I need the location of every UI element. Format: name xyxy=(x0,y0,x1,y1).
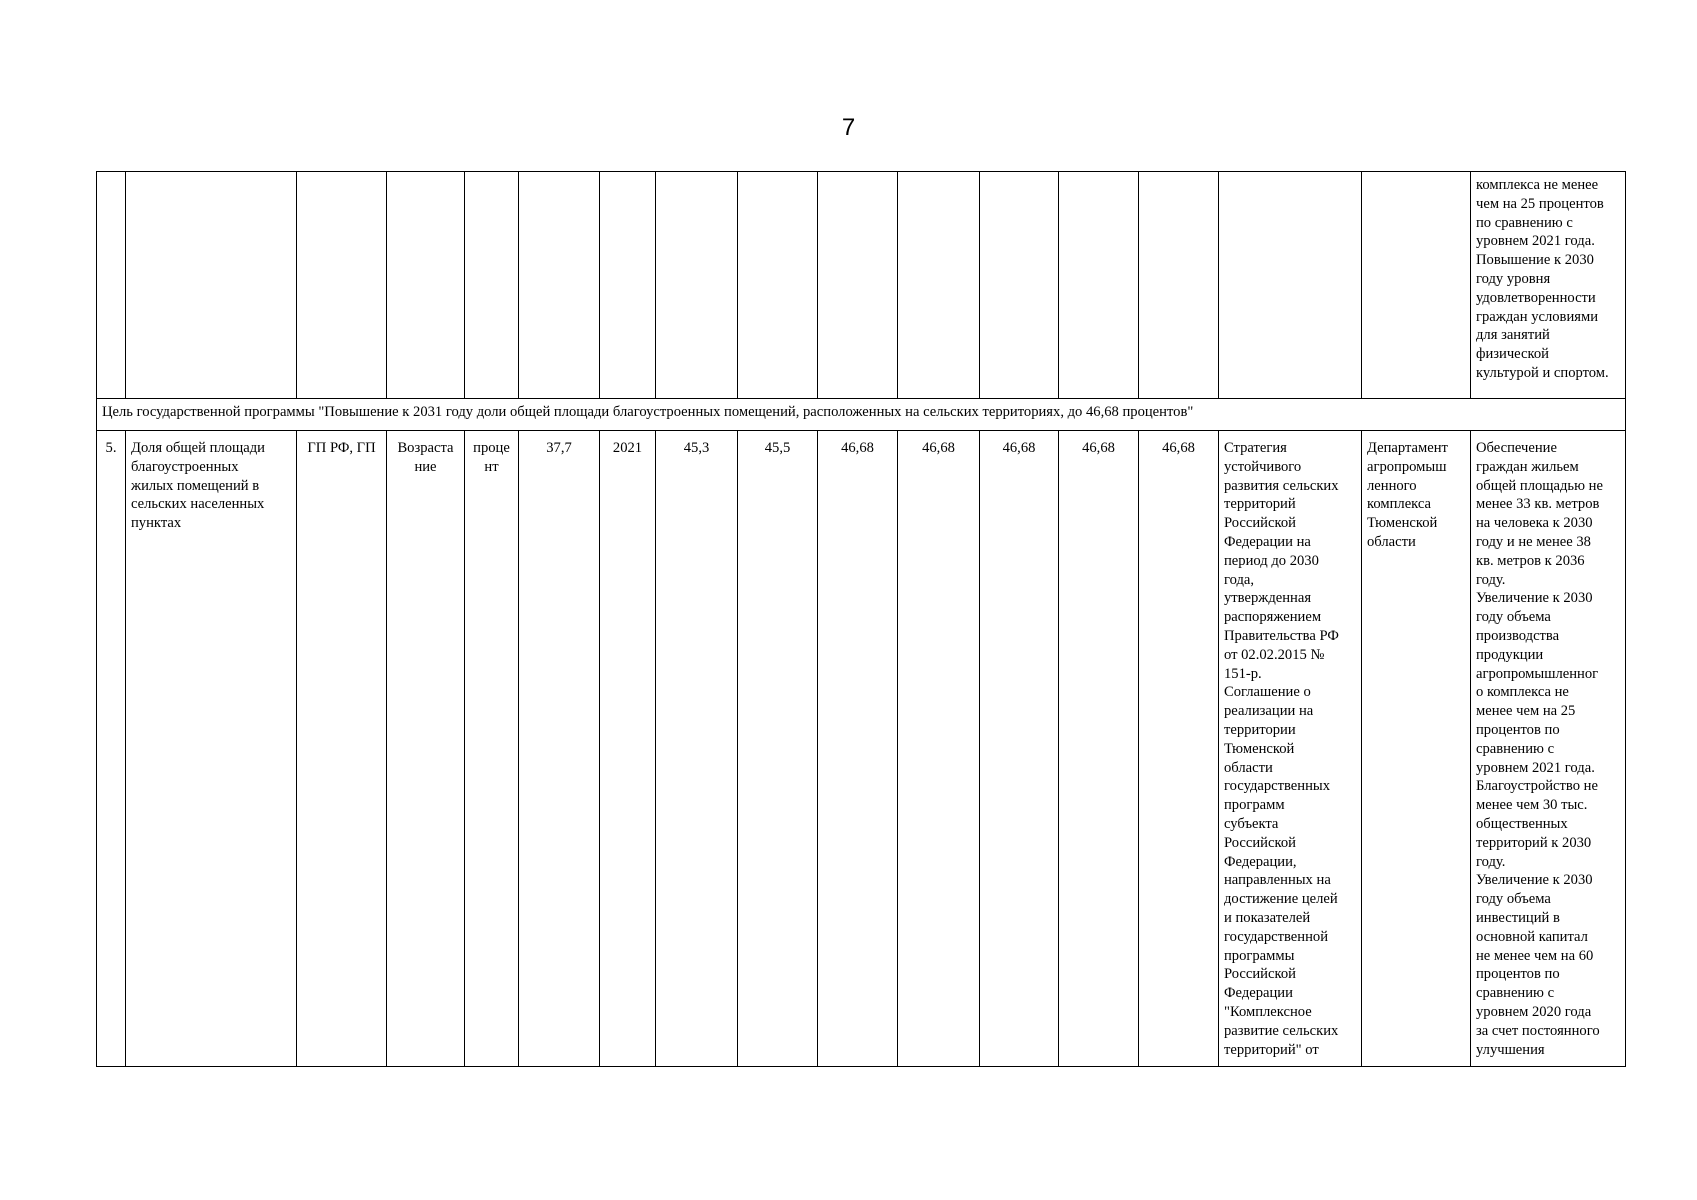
cell-empty xyxy=(1362,172,1471,399)
cell-empty xyxy=(600,172,656,399)
value-cell: 46,68 xyxy=(1059,431,1139,1067)
indicators-table xyxy=(96,171,1626,1067)
value-cell: 46,68 xyxy=(980,431,1059,1067)
cell-empty xyxy=(1219,172,1362,399)
indicator-unit: проце нт xyxy=(465,431,519,1067)
cell-empty xyxy=(818,172,898,399)
continuation-row xyxy=(97,172,1626,399)
page-number: 7 xyxy=(841,114,856,141)
base-value: 37,7 xyxy=(519,431,600,1067)
value-cell: 46,68 xyxy=(898,431,980,1067)
value-cell: 46,68 xyxy=(818,431,898,1067)
indicator-name: Доля общей площади благоустроенных жилых помещений в сельских населенных пунктах xyxy=(126,431,297,1067)
cell-empty xyxy=(898,172,980,399)
documents-cell: Стратегия устойчивого развития сельских территорий Российской Федерации на период до 2030 года, утвержденная распоряжением Правительства РФ от 02.02.2015 № 151-р. Соглашение о реализации на территории Тюменской области государственных программ субъекта Российской Федерации, направленных на достижение целей и показателей государственной программы Российской Федерации "Комплексное развитие сельских территорий" от xyxy=(1219,431,1362,1067)
indicator-row-5 xyxy=(97,431,1626,1067)
indicator-direction: Возраста ние xyxy=(387,431,465,1067)
cell-empty xyxy=(97,172,126,399)
goal-text: Цель государственной программы "Повышение к 2031 году доли общей площади благоустроенных помещений, расположенных на сельских территориях, до 46,68 процентов" xyxy=(97,399,1626,431)
cell-empty xyxy=(297,172,387,399)
cell-empty xyxy=(656,172,738,399)
goal-row xyxy=(97,399,1626,431)
cell-empty xyxy=(387,172,465,399)
responsible-cell: Департамент агропромыш ленного комплекса Тюменской области xyxy=(1362,431,1471,1067)
cell-empty xyxy=(738,172,818,399)
row-number: 5. xyxy=(97,431,126,1067)
cell-empty xyxy=(465,172,519,399)
value-cell: 45,3 xyxy=(656,431,738,1067)
cell-empty xyxy=(980,172,1059,399)
value-cell: 46,68 xyxy=(1139,431,1219,1067)
cell-empty xyxy=(1139,172,1219,399)
indicator-level: ГП РФ, ГП xyxy=(297,431,387,1067)
cell-empty xyxy=(126,172,297,399)
result-continuation-cell: комплекса не менее чем на 25 процентов по сравнению с уровнем 2021 года. Повышение к 2030 году уровня удовлетворенности граждан условиями для занятий физической культурой и спортом. xyxy=(1471,172,1626,399)
base-year: 2021 xyxy=(600,431,656,1067)
cell-empty xyxy=(1059,172,1139,399)
cell-empty xyxy=(519,172,600,399)
value-cell: 45,5 xyxy=(738,431,818,1067)
result-cell: Обеспечение граждан жильем общей площадью не менее 33 кв. метров на человека к 2030 году и не менее 38 кв. метров к 2036 году. Увеличение к 2030 году объема производства продукции агропромышленног о комплекса не менее чем на 25 процентов по сравнению с уровнем 2021 года. Благоустройство не менее чем 30 тыс. общественных территорий к 2030 году. Увеличение к 2030 году объема инвестиций в основной капитал не менее чем на 60 процентов по сравнению с уровнем 2020 года за счет постоянного улучшения xyxy=(1471,431,1626,1067)
